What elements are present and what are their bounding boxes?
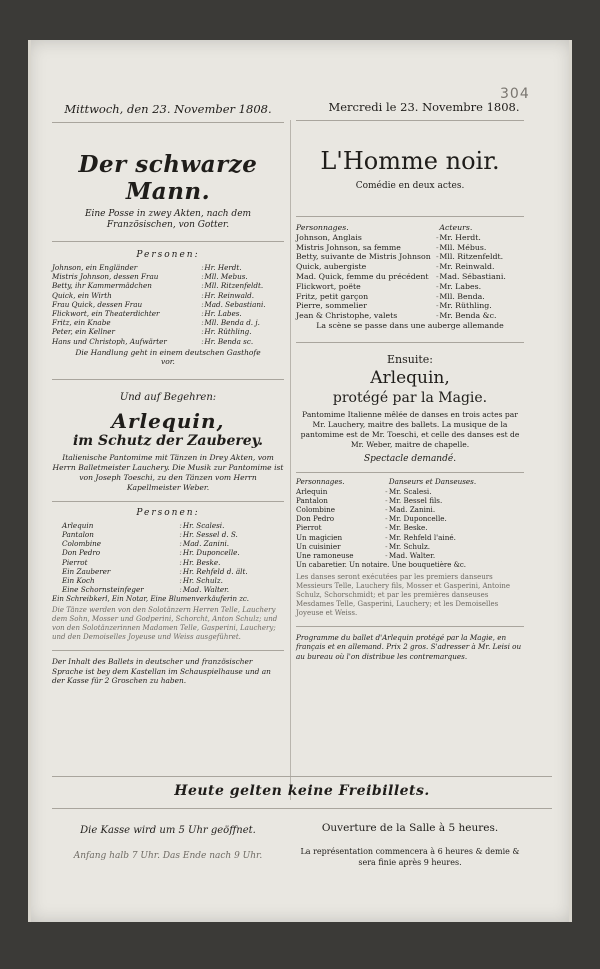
german-column <box>52 102 284 686</box>
german-cast-heading: Personen: <box>136 250 200 260</box>
cast-row: Mistris Johnson, dessen Frau : Mll. Mebus. <box>52 272 248 282</box>
cast-row: Flickwort, poëte - Mr. Labes. <box>296 281 482 291</box>
french-column <box>296 100 552 661</box>
french-dancers-note: Les danses seront exécutées par les premiers danseurs Messieurs Telle, Lauchery fils, Mosser et Gasperini, Antoine Schulz, Schorschmidt; et par les premières danseuses Mesdames Telle, Gasperini, Lauchery; et les Demoiselles Joyeuse et Weiss. <box>296 572 510 617</box>
french-subtitle: Comédie en deux actes. <box>355 181 465 191</box>
german-doors: Die Kasse wird um 5 Uhr geöffnet. <box>80 825 256 836</box>
rule <box>52 379 284 380</box>
rule <box>52 501 284 502</box>
german-setting: Die Handlung geht in einem deutschen Gasthofe vor. <box>75 347 261 367</box>
french-subtitle2: Pantomime Italienne mêlée de danses en trois actes par Mr. Lauchery, maitre des ballets. La musique de la pantomime est de Mr. Toeschi, et celle des danses est de Mr. Weber, maitre de chapelle. <box>300 410 520 450</box>
cast-row: Mistris Johnson, sa femme - Mll. Mébus. <box>296 242 487 252</box>
german-cast2-table <box>62 521 276 595</box>
french-cast2-extra: Un cabaretier. Un notaire. Une bouquetière &c. <box>296 561 467 570</box>
french-title2: Arlequin, <box>370 368 450 389</box>
german-ballet-note: Der Inhalt des Ballets in deutscher und französischer Sprache ist bey dem Kastellan im Schauspielhause und an der Kasse für 2 Groschen zu haben. <box>52 656 271 686</box>
cast-header-row: Personnages. Danseurs et Danseuses. <box>296 477 477 487</box>
german-dancers-note: Die Tänze werden von den Solotänzern Herren Telle, Lauchery dem Sohn, Mosser und Godperini, Schorcht, Anton Schulz; und von den Solotänzerinnen Madamen Telle, Gasperini, Lauchery; und den Demoiselles Joyeuse und Weiss ausgeführet. <box>52 605 278 641</box>
french-setting: La scène se passe dans une auberge allemande <box>316 320 504 330</box>
french-ballet-note: Programme du ballet d'Arlequin protégé par la Magie, en français et en allemand. Prix 2 gros. S'adresser à Mr. Leisi ou au bureau où l'on distribue les contremarques. <box>296 632 522 661</box>
cast-row: Un magicien - Mr. Rehfeld l'ainé. <box>296 532 456 542</box>
cast-row: Ein Koch : Hr. Schulz. <box>62 576 223 586</box>
cast-row: Mad. Quick, femme du précédent - Mad. Sébastiani. <box>296 271 506 281</box>
cast-row: Pantalon - Mr. Bessel fils. <box>296 495 443 505</box>
rule <box>296 120 524 121</box>
french-demand: Spectacle demandé. <box>363 454 457 465</box>
french-title2b: protégé par la Magie. <box>332 390 488 407</box>
german-cast2-heading: Personen: <box>136 507 200 518</box>
cast-row: Arlequin : Hr. Scalesi. <box>62 520 225 530</box>
rule <box>52 776 552 777</box>
rule <box>52 122 284 123</box>
column-divider <box>290 120 291 800</box>
french-times: La représentation commencera à 6 heures & demie & sera finie après 9 heures. <box>300 847 520 867</box>
cast-row: Johnson, Anglais - Mr. Herdt. <box>296 232 481 242</box>
cast-row: Colombine - Mad. Zanini. <box>296 505 436 515</box>
cast-row: Frau Quick, dessen Frau : Mad. Sebastiani. <box>52 299 266 309</box>
cast-row: Flickwort, ein Theaterdichter : Hr. Labes. <box>52 309 242 319</box>
german-subtitle: Eine Posse in zwey Akten, nach dem Französischen, von Gotter. <box>84 209 252 230</box>
archive-number: 304 <box>500 86 530 102</box>
cast-row: Arlequin - Mr. Scalesi. <box>296 486 432 496</box>
rule <box>296 626 524 627</box>
cast-row: Betty, suivante de Mistris Johnson - Mll. Ritzenfeldt. <box>296 252 504 262</box>
cast-row: Quick, ein Wirth : Hr. Reinwald. <box>52 290 255 300</box>
french-doors: Ouverture de la Salle à 5 heures. <box>321 822 499 834</box>
cast-row: Pierrot : Hr. Beske. <box>62 557 221 567</box>
cast-row: Pantalon : Hr. Sessel d. S. <box>62 530 238 540</box>
german-cast-table <box>52 263 284 346</box>
cast-row: Une ramoneuse - Mad. Walter. <box>296 551 436 561</box>
cast-header-row: Personnages. Acteurs. <box>296 223 473 232</box>
cast-row: Pierrot - Mr. Beske. <box>296 523 428 533</box>
german-times: Anfang halb 7 Uhr. Das Ende nach 9 Uhr. <box>73 851 263 861</box>
cast-row: Un cuisinier - Mr. Schulz. <box>296 541 431 551</box>
french-request: Ensuite: <box>387 353 433 367</box>
cast-row: Peter, ein Kellner : Hr. Rüthling. <box>52 327 252 337</box>
french-cast2-table <box>296 477 524 560</box>
rule <box>296 216 524 217</box>
cast-row: Ein Zauberer : Hr. Rehfeld d. ält. <box>62 566 248 576</box>
cast-row: Quick, aubergiste - Mr. Reinwald. <box>296 262 495 272</box>
rule <box>52 650 284 651</box>
french-date: Mercredi le 23. Novembre 1808. <box>328 100 520 114</box>
rule <box>52 808 552 809</box>
cast-row: Eine Schornsteinfeger : Mad. Walter. <box>62 585 230 595</box>
cast-row: Jean & Christophe, valets - Mr. Benda &c. <box>296 311 497 321</box>
german-request: Und auf Begehren: <box>119 391 217 403</box>
cast-row: Betty, ihr Kammermädchen : Mll. Ritzenfeldt. <box>52 281 264 291</box>
german-subtitle2: Italienische Pantomime mit Tänzen in Drey Akten, vom Herrn Balletmeister Lauchery. Die Musik zur Pantomime ist von Joseph Toeschi, zu den Tänzen vom Herrn Kapellmeister Weber. <box>52 452 284 492</box>
cast-row: Pierre, sommelier - Mr. Rüthling. <box>296 301 492 311</box>
rule <box>52 241 284 242</box>
german-title2: Arlequin, <box>111 408 225 433</box>
french-title: L'Homme noir. <box>320 147 500 175</box>
cast-row: Hans und Christoph, Aufwärter : Hr. Benda sc. <box>52 336 254 346</box>
cast-row: Fritz, petit garçon - Mll. Benda. <box>296 291 485 301</box>
german-cast2-extra: Ein Schreibkerl, Ein Notar, Eine Blumenverkäuferin zc. <box>52 595 250 604</box>
german-title: Der schwarze Mann. <box>78 151 258 205</box>
cast-row: Don Pedro - Mr. Duponcelle. <box>296 514 447 524</box>
cast-row: Johnson, ein Engländer : Hr. Herdt. <box>52 263 242 272</box>
rule <box>296 342 524 343</box>
no-free-tickets-banner: Heute gelten keine Freibillets. <box>174 783 430 799</box>
rule <box>296 472 524 473</box>
german-date: Mittwoch, den 23. November 1808. <box>64 102 272 116</box>
cast-row: Fritz, ein Knabe : Mll. Benda d. j. <box>52 318 260 328</box>
french-cast-table <box>296 223 524 321</box>
cast-row: Don Pedro : Hr. Duponcelle. <box>62 548 240 558</box>
cast-row: Colombine : Mad. Zanini. <box>62 539 230 549</box>
german-title2b: im Schutz der Zauberey. <box>72 432 264 449</box>
